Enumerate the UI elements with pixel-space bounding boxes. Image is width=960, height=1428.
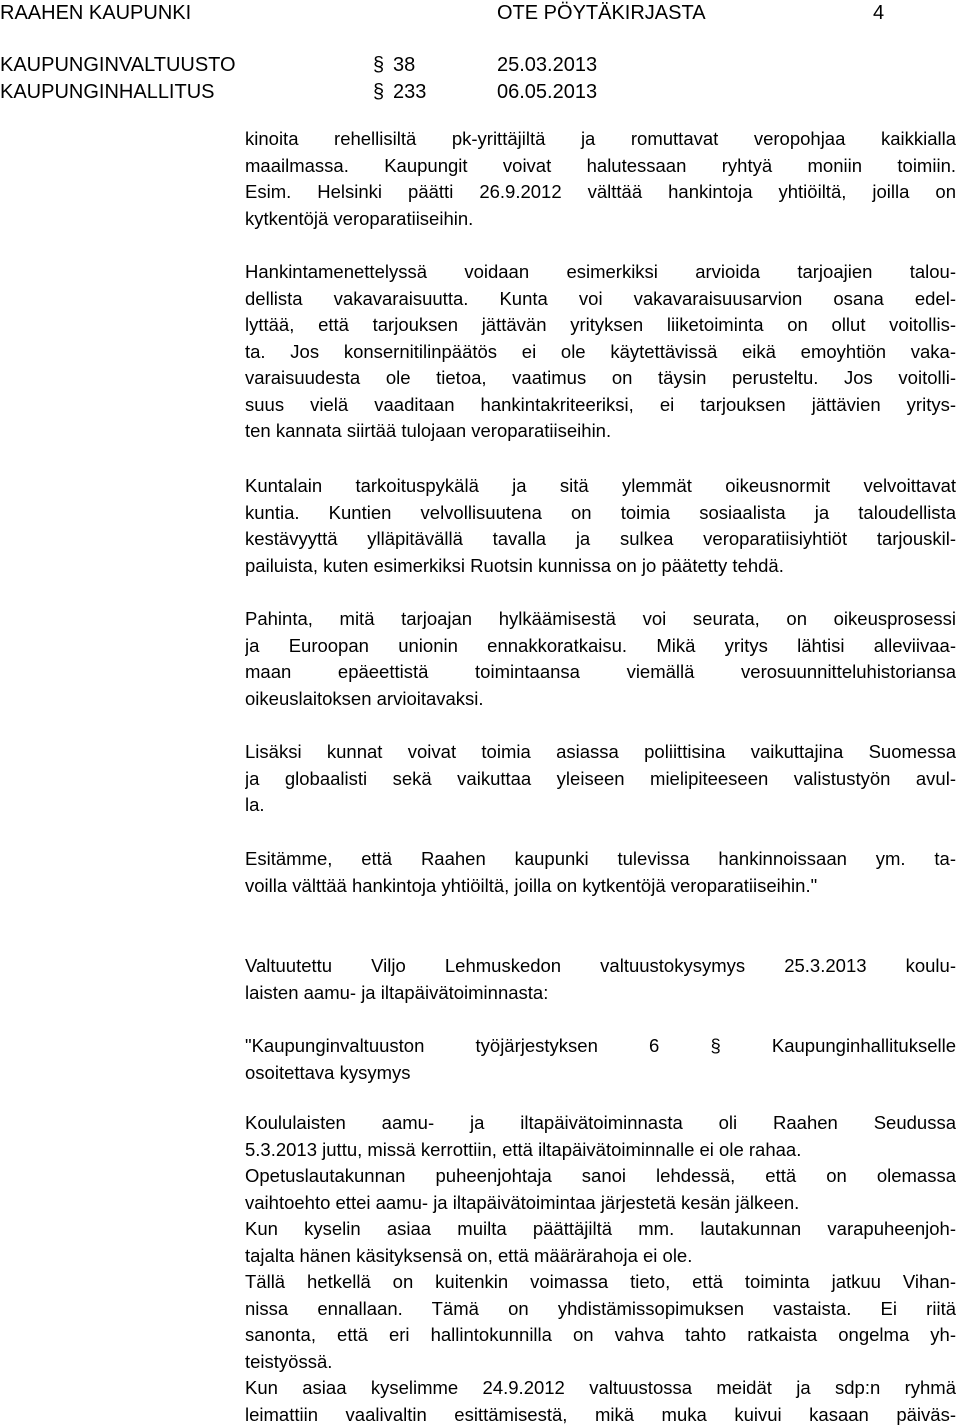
text-line: kinoita rehellisiltä pk-yrittäjiltä ja romuttavat veropohjaa kaikkialla [245,126,956,153]
text-line: ja globaalisti sekä vaikuttaa yleiseen mielipiteeseen valistustyön avul- [245,766,956,793]
text-line: Lisäksi kunnat voivat toimia asiassa poliittisina vaikuttajina Suomessa [245,739,956,766]
document-type: OTE PÖYTÄKIRJASTA [497,1,706,25]
text-line: kestävyyttä ylläpitävällä tavalla ja sulkea veroparatiisiyhtiöt tarjouskil- [245,526,956,553]
paragraph-kysymys-otsikko [245,1033,956,1086]
text-line: ten kannata siirtää tulojaan veroparatiiseihin. [245,418,956,445]
document-header-top [0,0,960,26]
text-line: maan epäeettistä toimintaansa viemällä verosuunnitteluhistoriansa [245,659,956,686]
text-line: Tällä hetkellä on kuitenkin voimassa tieto, että toiminta jatkuu Vihan- [245,1269,956,1296]
section-sign: § [373,80,384,104]
text-line: Esitämme, että Raahen kaupunki tulevissa hankinnoissaan ym. ta- [245,846,956,873]
meeting-row-council [0,52,960,78]
text-line: Kuntalain tarkoituspykälä ja sitä ylemmät oikeusnormit velvoittavat [245,473,956,500]
text-line: kuntia. Kuntien velvollisuutena on toimia sosiaalista ja taloudellista [245,500,956,527]
text-line: maailmassa. Kaupungit voivat halutessaan ryhtyä moniin toimiin. [245,153,956,180]
section-number: 233 [393,80,426,104]
text-line: tajalta hänen käsityksensä on, että määrärahoja ei ole. [245,1243,956,1270]
text-line: Koululaisten aamu- ja iltapäivätoiminnasta oli Raahen Seudussa [245,1110,956,1137]
text-line: sanonta, että eri hallintokunnilla on vahva tahto ratkaista ongelma yh- [245,1322,956,1349]
text-line: 5.3.2013 juttu, missä kerrottiin, että iltapäivätoiminnalle ei ole rahaa. [245,1137,956,1164]
text-line: Kun asiaa kyselimme 24.9.2012 valtuustossa meidät ja sdp:n ryhmä [245,1375,956,1402]
text-line: teistyössä. [245,1349,956,1376]
text-line: ta. Jos konsernitilinpäätös ei ole käytettävissä eikä emoyhtiön vaka- [245,339,956,366]
text-line: Esim. Helsinki päätti 26.9.2012 välttää hankintoja yhtiöiltä, joilla on [245,179,956,206]
meeting-body: KAUPUNGINHALLITUS [0,80,215,104]
text-line: voilla välttää hankintoja yhtiöiltä, joilla on kytkentöjä veroparatiiseihin." [245,873,956,900]
text-line: oikeuslaitoksen arvioitavaksi. [245,686,956,713]
paragraph-veroparatiisit [245,126,956,232]
meeting-date: 25.03.2013 [497,53,597,77]
text-line: ja Euroopan unionin ennakkoratkaisu. Mikä yritys lähtisi alleviivaa- [245,633,956,660]
paragraph-kuntalaki [245,473,956,579]
page-number: 4 [873,1,884,25]
paragraph-esitamme [245,846,956,899]
text-line: vaihtoehto ettei aamu- ja iltapäivätoimintaa järjestetä kesän jälkeen. [245,1190,956,1217]
paragraph-pahinta [245,606,956,712]
text-line: Opetuslautakunnan puheenjohtaja sanoi lehdessä, että on olemassa [245,1163,956,1190]
paragraph-lisaksi [245,739,956,819]
text-line: laisten aamu- ja iltapäivätoiminnasta: [245,980,956,1007]
meeting-row-board [0,79,960,105]
text-line: dellista vakavaraisuutta. Kunta voi vakavaraisuusarvion osana edel- [245,286,956,313]
paragraph-hankintamenettely [245,259,956,445]
org-name: RAAHEN KAUPUNKI [0,1,191,25]
text-line: Pahinta, mitä tarjoajan hylkäämisestä voi seurata, on oikeusprosessi [245,606,956,633]
text-line: Kun kyselin asiaa muilta päättäjiltä mm. lautakunnan varapuheenjoh- [245,1216,956,1243]
section-sign: § [373,53,384,77]
text-line: leimattiin vaalivaltin esittämisestä, mikä muka kuivui kasaan päiväs- [245,1402,956,1428]
text-line: kytkentöjä veroparatiiseihin. [245,206,956,233]
text-line: pailuista, kuten esimerkiksi Ruotsin kunnissa on jo päätetty tehdä. [245,553,956,580]
paragraph-valtuustokysymys [245,953,956,1006]
text-line: suus vielä vaaditaan hankintakriteeriksi, ei tarjouksen jättävien yritys- [245,392,956,419]
text-line: nissa ennallaan. Tämä on yhdistämissopimuksen vastaista. Ei riitä [245,1296,956,1323]
paragraph-koululaiset [245,1110,956,1428]
text-line: osoitettava kysymys [245,1060,956,1087]
text-line: lyttää, että tarjouksen jättävän yrityksen liiketoiminta on ollut voitollis- [245,312,956,339]
text-line: varaisuudesta ole tietoa, vaatimus on täysin perusteltu. Jos voitolli- [245,365,956,392]
section-number: 38 [393,53,415,77]
text-line: Valtuutettu Viljo Lehmuskedon valtuustokysymys 25.3.2013 koulu- [245,953,956,980]
text-line: "Kaupunginvaltuuston työjärjestyksen 6 § Kaupunginhallitukselle [245,1033,956,1060]
meeting-body: KAUPUNGINVALTUUSTO [0,53,236,77]
text-line: la. [245,792,956,819]
text-line: Hankintamenettelyssä voidaan esimerkiksi arvioida tarjoajien talou- [245,259,956,286]
meeting-date: 06.05.2013 [497,80,597,104]
